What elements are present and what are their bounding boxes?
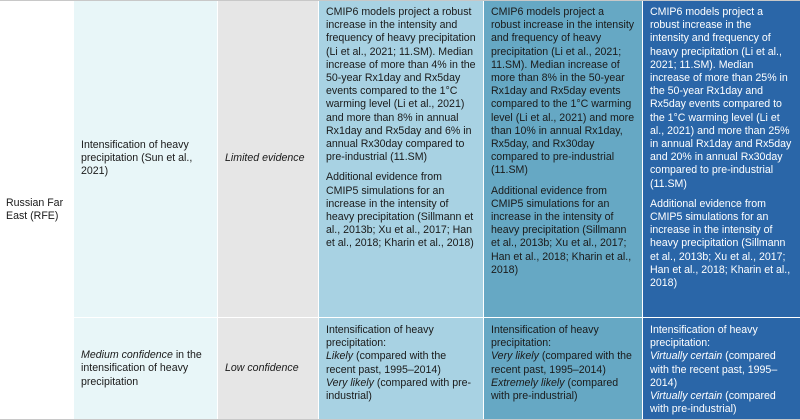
confidence-observed-text bbox=[81, 349, 210, 389]
confidence-high-a-term: Virtually certain bbox=[650, 350, 723, 363]
confidence-observed-cell bbox=[73, 318, 217, 420]
confidence-mid-b-rest: (compared with pre-industrial) bbox=[491, 376, 619, 403]
projection-high-para-1: CMIP6 models project a robust increase in the intensity and frequency of heavy precipitation (Li et al., 2021; 11.SM). Median increase of more than 25% in the 50-year Rx1day and Rx5day events compared to the 1°C warming level (Li et al., 2021) and more than 25% in annual Rx1day and Rx5day and 20% in annual Rx30day compared to pre-industrial (11.SM) bbox=[650, 6, 792, 190]
projection-low-para-2: Additional evidence from CMIP5 simulations for an increase in the intensity of heavy precipitation (Sillmann et al., 2013b; Xu et al., 2017; Han et al., 2018; Kharin et al., 2018) bbox=[326, 171, 474, 250]
projection-mid-cell bbox=[483, 0, 642, 318]
confidence-mid-lead: Intensification of heavy precipitation: bbox=[491, 324, 599, 350]
projection-low-para-1: CMIP6 models project a robust increase in the intensity and frequency of heavy precipitation (Li et al., 2021; 11.SM). Median increase of more than 4% in the 50-year Rx1day and Rx5day events compared to the 1°C warming level (Li et al., 2021) and more than 8% in annual Rx1day and Rx5day and 6% in annual Rx30day compared to pre-industrial (11.SM) bbox=[326, 6, 476, 164]
confidence-high-lead: Intensification of heavy precipitation: bbox=[650, 324, 758, 350]
confidence-low-a-rest: (compared with the recent past, 1995–2014) bbox=[326, 350, 447, 376]
confidence-mid-b-term: Extremely likely bbox=[491, 376, 565, 389]
trend-text: Limited evidence bbox=[225, 151, 305, 164]
confidence-low-lead: Intensification of heavy precipitation: bbox=[326, 324, 434, 350]
projection-high-para-2: Additional evidence from CMIP5 simulations for an increase in the intensity of heavy precipitation (Sillmann et al., 2013b; Xu et al., 2017; Han et al., 2018; Kharin et al., 2018) bbox=[650, 197, 791, 290]
confidence-trend-text: Low confidence bbox=[225, 362, 299, 375]
confidence-mid-a-term: Very likely bbox=[491, 350, 539, 363]
confidence-high-a-rest: (compared with the recent past, 1995–2014) bbox=[650, 350, 778, 389]
confidence-low-a bbox=[326, 350, 476, 376]
observed-change-text: Intensification of heavy precipitation (Sun et al., 2021) bbox=[81, 138, 193, 178]
confidence-trend-cell bbox=[217, 318, 318, 420]
projection-mid-para-1: CMIP6 models project a robust increase in the intensity and frequency of heavy precipitation (Li et al., 2021; 11.SM). Median increase of more than 8% in the 50-year Rx1day and Rx5day events compared to the 1°C warming level (Li et al., 2021) and more than 10% in annual Rx1day, Rx5day, and Rx30day compared to pre-industrial (11.SM) bbox=[491, 6, 635, 177]
confidence-low-b-rest: (compared with pre-industrial) bbox=[326, 376, 472, 403]
region-cell bbox=[0, 0, 73, 420]
confidence-mid-a bbox=[491, 350, 635, 376]
confidence-high-b bbox=[650, 390, 793, 416]
projection-low-cell bbox=[318, 0, 483, 318]
confidence-mid-a-rest: (compared with the recent past, 1995–2014) bbox=[491, 350, 632, 376]
confidence-observed-rest: in the intensification of heavy precipitation bbox=[81, 349, 202, 388]
trend-cell bbox=[217, 0, 318, 318]
confidence-high-b-rest: (compared with pre-industrial) bbox=[650, 390, 776, 416]
confidence-low-b bbox=[326, 377, 476, 403]
confidence-mid-b bbox=[491, 377, 635, 403]
confidence-high-b-term: Virtually certain bbox=[650, 390, 723, 403]
confidence-low-cell bbox=[318, 318, 483, 420]
confidence-low-b-term: Very likely bbox=[326, 376, 374, 389]
table-top-rule bbox=[0, 0, 800, 1]
observed-change-cell bbox=[73, 0, 217, 318]
confidence-high-a bbox=[650, 350, 793, 390]
projection-high-cell bbox=[642, 0, 800, 318]
confidence-high-cell bbox=[642, 318, 800, 420]
confidence-observed-term: Medium confidence bbox=[81, 349, 173, 362]
region-label: Russian Far East (RFE) bbox=[6, 196, 64, 222]
confidence-low-a-term: Likely bbox=[326, 350, 354, 363]
confidence-mid-cell bbox=[483, 318, 642, 420]
projection-mid-para-2: Additional evidence from CMIP5 simulations for an increase in the intensity of heavy precipitation (Sillmann et al., 2013b; Xu et al., 2017; Han et al., 2018; Kharin et al., 2018) bbox=[491, 184, 632, 276]
